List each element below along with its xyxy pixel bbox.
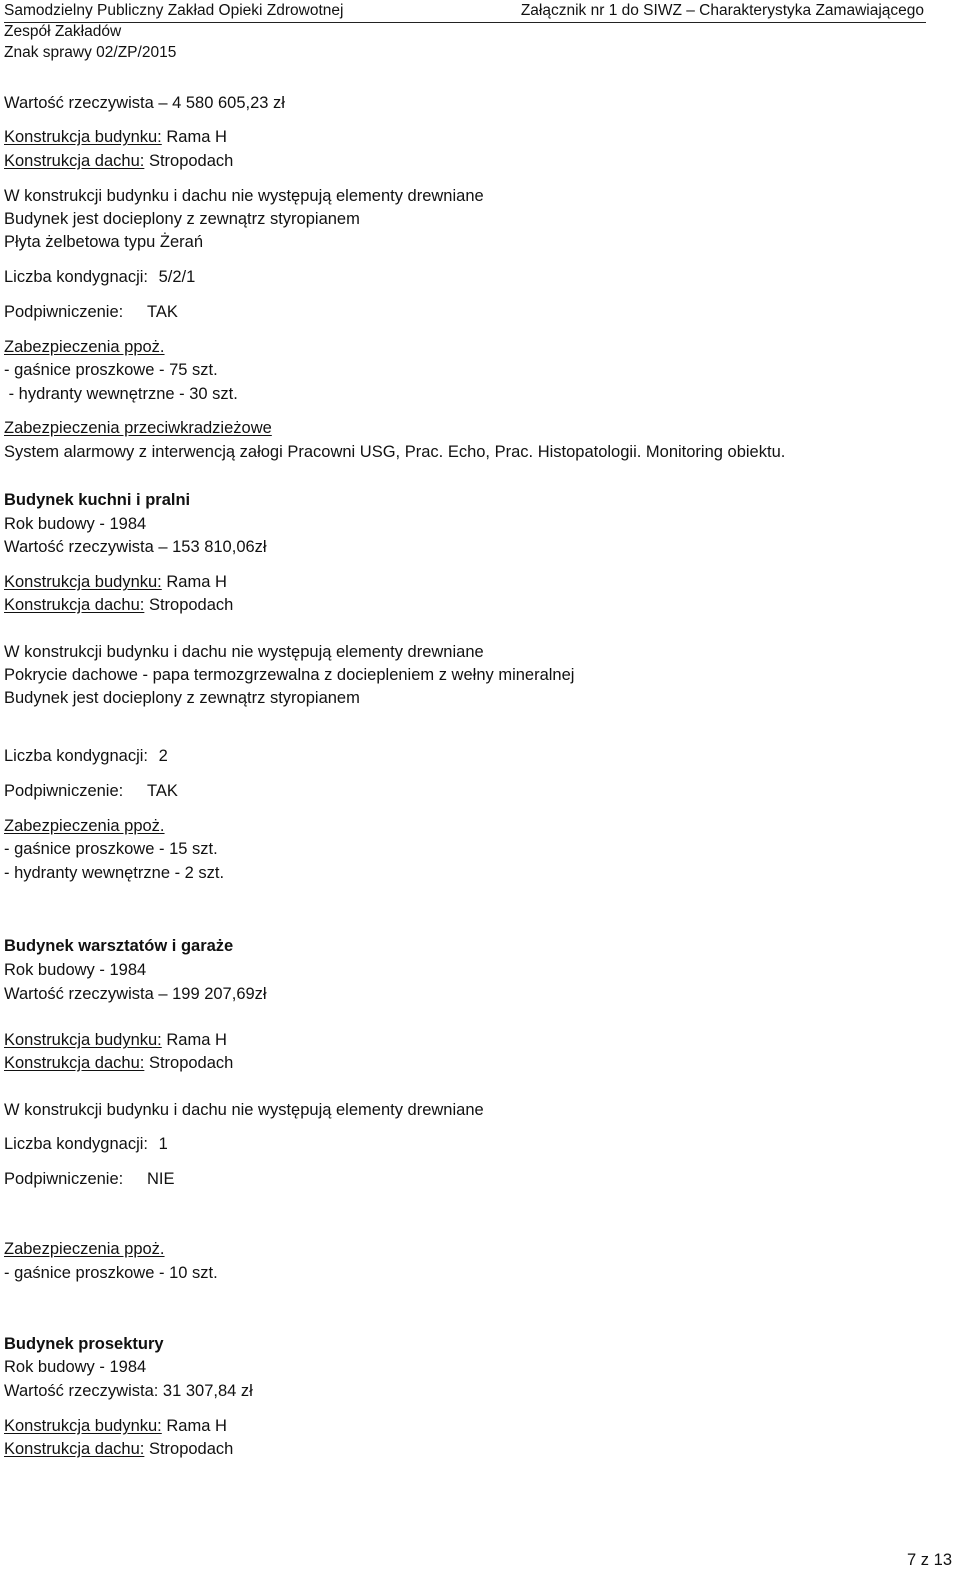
s1-note2: Pokrycie dachowe - papa termozgrzewalna z dociepleniem z wełny mineralnej [4, 666, 575, 684]
konstr-dachu-label: Konstrukcja dachu: [4, 596, 145, 614]
s1-podpiwniczenie [4, 781, 304, 801]
s0-note3: Płyta żelbetowa typu Żerań [4, 233, 204, 251]
s1-zabezp-ppoz: Zabezpieczenia ppoż. [4, 817, 165, 835]
s1-ppoz-gasnice: - gaśnice proszkowe - 15 szt. [4, 840, 218, 858]
s0-kondygnacje [4, 267, 195, 287]
konstr-budynku-value: Rama H [166, 573, 227, 591]
header-org-line1: Samodzielny Publiczny Zakład Opieki Zdrowotnej [4, 2, 344, 19]
konstr-dachu-label: Konstrukcja dachu: [4, 152, 145, 170]
liczba-kond-value: 2 [158, 747, 168, 765]
s1-rok: Rok budowy - 1984 [4, 515, 147, 533]
s3-rok: Rok budowy - 1984 [4, 1358, 147, 1376]
s0-zabezp-ppoz: Zabezpieczenia ppoż. [4, 338, 165, 356]
s0-ppoz-gasnice: - gaśnice proszkowe - 75 szt. [4, 361, 218, 379]
liczba-kond-label: Liczba kondygnacji: [4, 268, 149, 286]
s3-konstr-dachu [4, 1439, 233, 1459]
konstr-dachu-label: Konstrukcja dachu: [4, 1054, 145, 1072]
s0-konstr-budynku [4, 127, 227, 147]
s3-konstr-budynku [4, 1416, 227, 1436]
podpiwniczenie-label: Podpiwniczenie: [4, 782, 124, 800]
konstr-budynku-label: Konstrukcja budynku: [4, 128, 162, 146]
s1-ppoz-hydranty: - hydranty wewnętrzne - 2 szt. [4, 864, 225, 882]
podpiwniczenie-value: TAK [147, 782, 178, 800]
liczba-kond-label: Liczba kondygnacji: [4, 747, 149, 765]
s1-wartosc: Wartość rzeczywista – 153 810,06zł [4, 538, 267, 556]
konstr-dachu-label: Konstrukcja dachu: [4, 1440, 145, 1458]
s0-note2: Budynek jest docieplony z zewnątrz styropianem [4, 210, 360, 228]
s1-konstr-dachu [4, 595, 233, 615]
s1-kondygnacje [4, 746, 168, 766]
konstr-dachu-value: Stropodach [148, 152, 234, 170]
s1-title: Budynek kuchni i pralni [4, 491, 191, 509]
s2-kondygnacje [4, 1134, 168, 1154]
s2-zabezp-ppoz: Zabezpieczenia ppoż. [4, 1240, 165, 1258]
s2-ppoz-gasnice: - gaśnice proszkowe - 10 szt. [4, 1264, 218, 1282]
konstr-budynku-label: Konstrukcja budynku: [4, 573, 162, 591]
liczba-kond-value: 5/2/1 [158, 268, 196, 286]
konstr-budynku-value: Rama H [166, 1031, 227, 1049]
page-number: 7 z 13 [907, 1551, 952, 1569]
header-org-line2: Zespół Zakładów [4, 23, 122, 40]
s1-konstr-budynku [4, 572, 227, 592]
header-case-number: Znak sprawy 02/ZP/2015 [4, 44, 177, 61]
podpiwniczenie-value: TAK [147, 303, 178, 321]
s0-wartosc: Wartość rzeczywista – 4 580 605,23 zł [4, 94, 285, 112]
s2-wartosc: Wartość rzeczywista – 199 207,69zł [4, 985, 267, 1003]
konstr-budynku-value: Rama H [166, 128, 227, 146]
konstr-budynku-label: Konstrukcja budynku: [4, 1031, 162, 1049]
konstr-dachu-value: Stropodach [148, 1440, 234, 1458]
s0-note1: W konstrukcji budynku i dachu nie występują elementy drewniane [4, 187, 484, 205]
s0-konstr-dachu [4, 151, 233, 171]
s0-zabezp-kradz: Zabezpieczenia przeciwkradzieżowe [4, 419, 272, 437]
s2-podpiwniczenie [4, 1169, 304, 1189]
s1-note1: W konstrukcji budynku i dachu nie występują elementy drewniane [4, 643, 484, 661]
s2-konstr-dachu [4, 1053, 233, 1073]
konstr-budynku-label: Konstrukcja budynku: [4, 1417, 162, 1435]
s2-note1: W konstrukcji budynku i dachu nie występują elementy drewniane [4, 1101, 484, 1119]
header-divider [4, 22, 926, 23]
s1-note3: Budynek jest docieplony z zewnątrz styropianem [4, 689, 360, 707]
liczba-kond-value: 1 [158, 1135, 168, 1153]
s3-wartosc: Wartość rzeczywista: 31 307,84 zł [4, 1382, 253, 1400]
s0-podpiwniczenie [4, 302, 304, 322]
podpiwniczenie-label: Podpiwniczenie: [4, 1170, 124, 1188]
header-attachment: Załącznik nr 1 do SIWZ – Charakterystyka Zamawiającego [520, 2, 924, 19]
s0-system-alarmowy: System alarmowy z interwencją załogi Pracowni USG, Prac. Echo, Prac. Histopatologii. Monitoring obiektu. [4, 443, 786, 461]
s2-rok: Rok budowy - 1984 [4, 961, 147, 979]
liczba-kond-label: Liczba kondygnacji: [4, 1135, 149, 1153]
s2-konstr-budynku [4, 1030, 227, 1050]
konstr-budynku-value: Rama H [166, 1417, 227, 1435]
konstr-dachu-value: Stropodach [148, 596, 234, 614]
podpiwniczenie-value: NIE [147, 1170, 175, 1188]
podpiwniczenie-label: Podpiwniczenie: [4, 303, 124, 321]
konstr-dachu-value: Stropodach [148, 1054, 234, 1072]
s2-title: Budynek warsztatów i garaże [4, 937, 234, 955]
s3-title: Budynek prosektury [4, 1335, 164, 1353]
s0-ppoz-hydranty: - hydranty wewnętrzne - 30 szt. [4, 385, 238, 403]
